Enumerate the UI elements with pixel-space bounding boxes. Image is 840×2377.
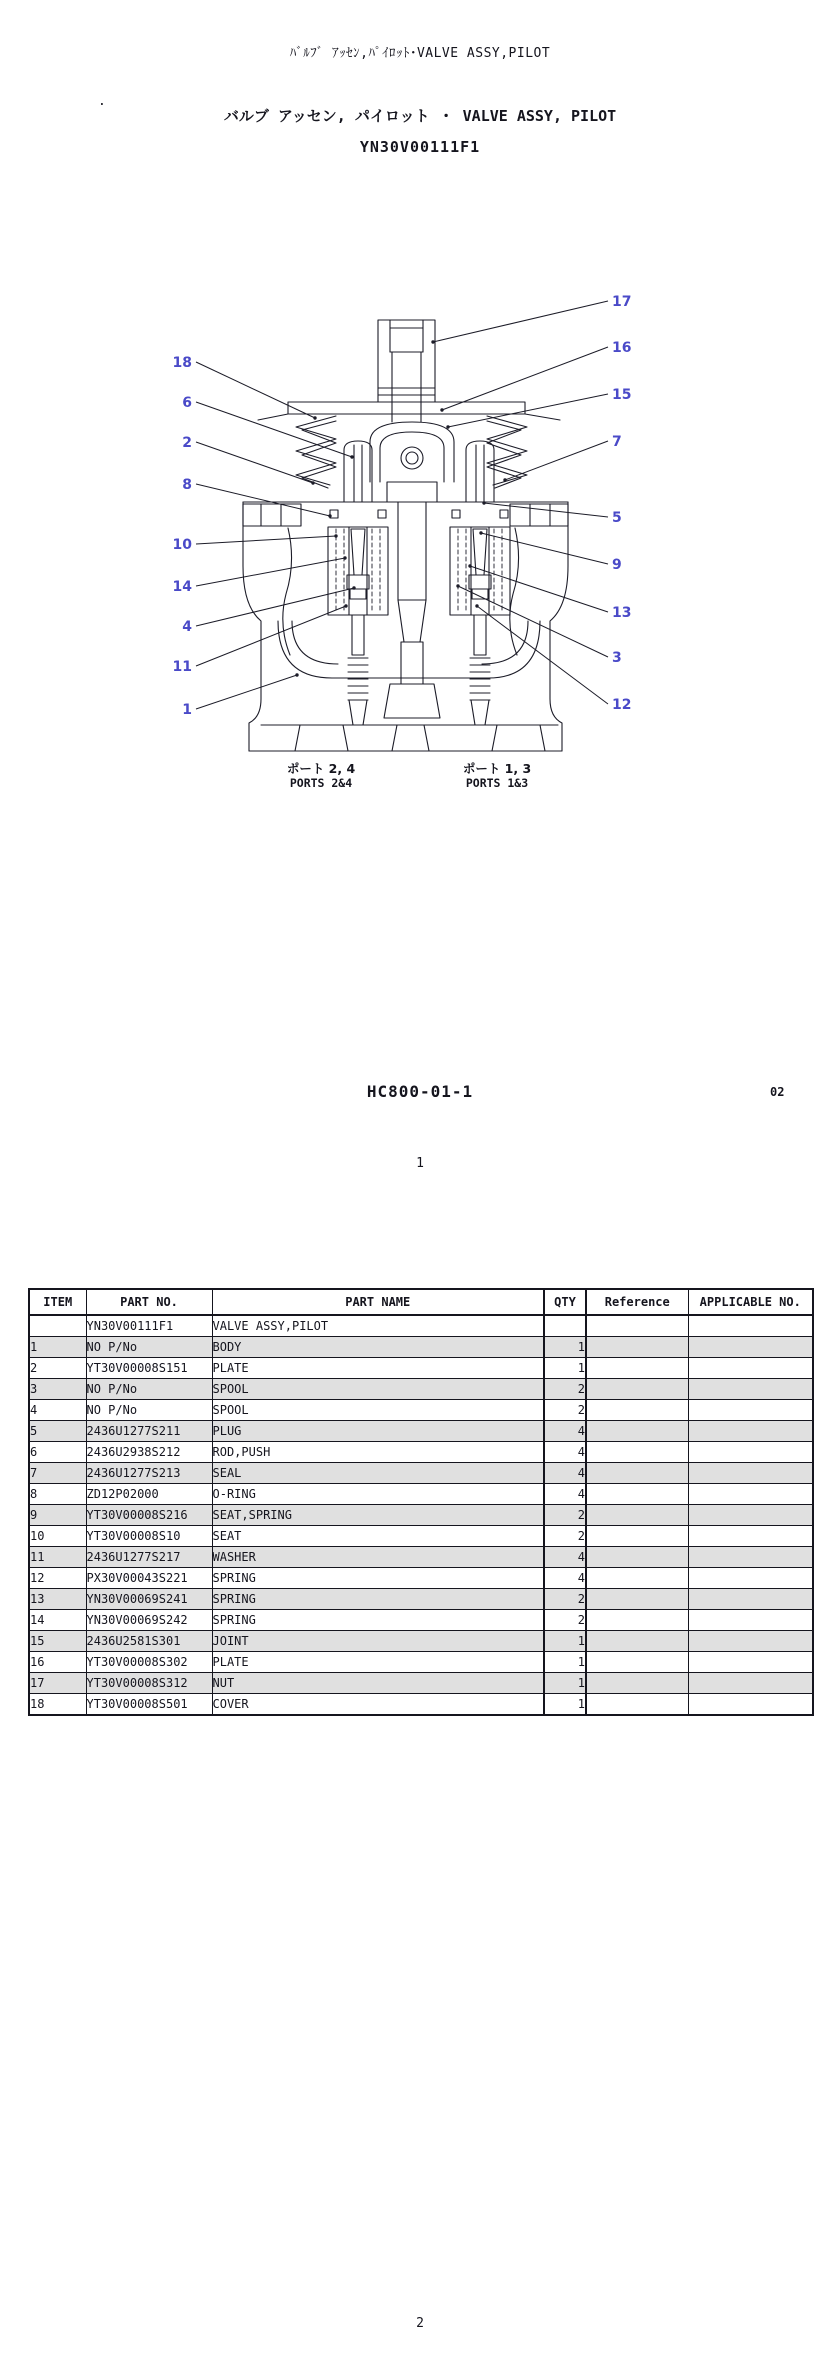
- cell-part-name: JOINT: [212, 1631, 544, 1652]
- table-header-row: [29, 1289, 813, 1315]
- cell-qty: 4: [544, 1442, 586, 1463]
- cell-reference: [586, 1547, 688, 1568]
- cell-part-name: PLUG: [212, 1421, 544, 1442]
- callout-11: 11: [172, 659, 192, 675]
- cell-applicable-no: [688, 1526, 813, 1547]
- callout-leader-line: [196, 606, 346, 666]
- cell-reference: [586, 1589, 688, 1610]
- assembly-part-number: YN30V00111F1: [359, 138, 481, 156]
- col-header-part-name: PART NAME: [212, 1289, 544, 1315]
- cell-applicable-no: [688, 1358, 813, 1379]
- callout-leader-line: [196, 442, 313, 483]
- table-row: [29, 1421, 813, 1442]
- callout-arrow-tip: [456, 584, 459, 587]
- cell-reference: [586, 1610, 688, 1631]
- cell-qty: 1: [544, 1631, 586, 1652]
- callout-8: 8: [182, 477, 192, 493]
- cell-part-no: YT30V00008S151: [86, 1358, 212, 1379]
- table-row: [29, 1631, 813, 1652]
- port-label-en: PORTS 1&3: [465, 776, 529, 790]
- callout-arrow-tip: [479, 531, 482, 534]
- cell-applicable-no: [688, 1652, 813, 1673]
- callout-7: 7: [612, 434, 622, 450]
- col-header-item: ITEM: [29, 1289, 86, 1315]
- cell-item: 13: [29, 1589, 86, 1610]
- cell-part-no: PX30V00043S221: [86, 1568, 212, 1589]
- parts-table: [28, 1288, 814, 1716]
- cell-part-name: SEAT: [212, 1526, 544, 1547]
- callout-9: 9: [612, 557, 622, 573]
- callout-leader-line: [477, 606, 608, 704]
- cell-qty: 1: [544, 1694, 586, 1716]
- callout-5: 5: [612, 510, 622, 526]
- cell-part-no: YN30V00069S242: [86, 1610, 212, 1631]
- cell-item: 6: [29, 1442, 86, 1463]
- table-row: [29, 1358, 813, 1379]
- table-row: [29, 1589, 813, 1610]
- callout-10: 10: [172, 537, 192, 553]
- cell-item: 8: [29, 1484, 86, 1505]
- cell-reference: [586, 1505, 688, 1526]
- cell-item: 15: [29, 1631, 86, 1652]
- callout-16: 16: [612, 340, 632, 356]
- cell-reference: [586, 1673, 688, 1694]
- cell-item: 5: [29, 1421, 86, 1442]
- cell-item: 16: [29, 1652, 86, 1673]
- cell-part-no: 2436U1277S213: [86, 1463, 212, 1484]
- cell-part-name: NUT: [212, 1673, 544, 1694]
- valve-cross-section-drawing: [140, 270, 660, 800]
- callout-arrow-tip: [468, 564, 471, 567]
- port-label-en: PORTS 2&4: [289, 776, 353, 790]
- cell-part-name: ROD,PUSH: [212, 1442, 544, 1463]
- cell-part-name: SEAT,SPRING: [212, 1505, 544, 1526]
- table-row: [29, 1337, 813, 1358]
- cell-applicable-no: [688, 1589, 813, 1610]
- cell-applicable-no: [688, 1610, 813, 1631]
- cell-part-no: 2436U1277S217: [86, 1547, 212, 1568]
- cell-applicable-no: [688, 1400, 813, 1421]
- callout-arrow-tip: [431, 340, 434, 343]
- cell-item: 11: [29, 1547, 86, 1568]
- cell-applicable-no: [688, 1547, 813, 1568]
- cell-qty: 2: [544, 1610, 586, 1631]
- callout-13: 13: [612, 605, 632, 621]
- cell-part-name: SPRING: [212, 1568, 544, 1589]
- cell-part-no: YT30V00008S216: [86, 1505, 212, 1526]
- cell-qty: 2: [544, 1589, 586, 1610]
- cell-part-no: 2436U2581S301: [86, 1631, 212, 1652]
- cell-qty: 2: [544, 1526, 586, 1547]
- callout-leader-line: [196, 588, 354, 626]
- table-row: [29, 1463, 813, 1484]
- cell-item: 7: [29, 1463, 86, 1484]
- cell-part-no: YN30V00069S241: [86, 1589, 212, 1610]
- table-row: [29, 1547, 813, 1568]
- cell-part-no: 2436U1277S211: [86, 1421, 212, 1442]
- cell-applicable-no: [688, 1421, 813, 1442]
- callout-4: 4: [182, 619, 192, 635]
- cell-part-no: YT30V00008S10: [86, 1526, 212, 1547]
- table-row: [29, 1694, 813, 1716]
- cell-part-no: YT30V00008S501: [86, 1694, 212, 1716]
- cell-part-no: ZD12P02000: [86, 1484, 212, 1505]
- cell-item: 4: [29, 1400, 86, 1421]
- cell-part-name: BODY: [212, 1337, 544, 1358]
- cell-qty: 1: [544, 1652, 586, 1673]
- revision-number: 02: [770, 1085, 785, 1099]
- col-header-reference: Reference: [586, 1289, 688, 1315]
- cell-qty: [544, 1315, 586, 1337]
- callout-arrow-tip: [295, 673, 298, 676]
- cell-part-name: SPRING: [212, 1589, 544, 1610]
- callout-leader-line: [481, 533, 608, 564]
- cell-part-name: WASHER: [212, 1547, 544, 1568]
- cell-reference: [586, 1400, 688, 1421]
- callout-arrow-tip: [350, 455, 353, 458]
- cell-applicable-no: [688, 1337, 813, 1358]
- cell-applicable-no: [688, 1463, 813, 1484]
- cell-item: 14: [29, 1610, 86, 1631]
- table-row: [29, 1673, 813, 1694]
- cell-item: 12: [29, 1568, 86, 1589]
- callout-arrow-tip: [475, 604, 478, 607]
- table-row: [29, 1400, 813, 1421]
- cell-applicable-no: [688, 1505, 813, 1526]
- cell-part-no: YT30V00008S312: [86, 1673, 212, 1694]
- page-number-1: 1: [416, 1156, 424, 1171]
- cell-applicable-no: [688, 1673, 813, 1694]
- callout-leader-line: [196, 362, 315, 418]
- callout-2: 2: [182, 435, 192, 451]
- port-label-jp: ポート 2, 4: [286, 761, 356, 776]
- cell-item: 3: [29, 1379, 86, 1400]
- cell-qty: 1: [544, 1673, 586, 1694]
- callout-leader-line: [442, 347, 608, 410]
- page-title-kana: ﾊﾞﾙﾌﾞ ｱｯｾﾝ,ﾊﾟｲﾛｯﾄ･VALVE ASSY,PILOT: [289, 46, 551, 61]
- table-row: [29, 1484, 813, 1505]
- table-row: [29, 1526, 813, 1547]
- cell-item: 9: [29, 1505, 86, 1526]
- callout-leader-line: [196, 558, 345, 586]
- table-row: [29, 1379, 813, 1400]
- callout-17: 17: [612, 294, 632, 310]
- callout-leader-line: [196, 536, 336, 544]
- callout-arrow-tip: [311, 481, 314, 484]
- cell-qty: 4: [544, 1568, 586, 1589]
- valve-assembly-diagram: [140, 270, 660, 800]
- cell-part-name: COVER: [212, 1694, 544, 1716]
- callout-14: 14: [172, 579, 192, 595]
- callout-18: 18: [172, 355, 192, 371]
- cell-reference: [586, 1379, 688, 1400]
- col-header-qty: QTY: [544, 1289, 586, 1315]
- callout-leader-line: [433, 301, 608, 342]
- cell-reference: [586, 1568, 688, 1589]
- cell-applicable-no: [688, 1442, 813, 1463]
- cell-reference: [586, 1694, 688, 1716]
- callout-12: 12: [612, 697, 632, 713]
- col-header-applicable-no: APPLICABLE NO.: [688, 1289, 813, 1315]
- table-row: [29, 1652, 813, 1673]
- cell-qty: 4: [544, 1547, 586, 1568]
- cell-part-name: PLATE: [212, 1652, 544, 1673]
- table-row: [29, 1505, 813, 1526]
- cell-reference: [586, 1484, 688, 1505]
- cell-item: 18: [29, 1694, 86, 1716]
- callout-1: 1: [182, 702, 192, 718]
- cell-part-no: NO P/No: [86, 1379, 212, 1400]
- table-row: [29, 1568, 813, 1589]
- callout-leader-line: [505, 441, 608, 480]
- cell-item: [29, 1315, 86, 1337]
- cell-part-name: SPOOL: [212, 1400, 544, 1421]
- page-title: バルブ アッセン, パイロット ・ VALVE ASSY, PILOT: [223, 107, 617, 125]
- callout-leader-line: [196, 675, 297, 709]
- cell-reference: [586, 1652, 688, 1673]
- cell-reference: [586, 1526, 688, 1547]
- callout-arrow-tip: [482, 501, 485, 504]
- cell-reference: [586, 1358, 688, 1379]
- cell-reference: [586, 1442, 688, 1463]
- cell-item: 17: [29, 1673, 86, 1694]
- doc-code: HC800-01-1: [366, 1082, 474, 1101]
- cell-reference: [586, 1421, 688, 1442]
- cell-item: 1: [29, 1337, 86, 1358]
- callout-arrow-tip: [334, 534, 337, 537]
- cell-reference: [586, 1631, 688, 1652]
- callout-arrow-tip: [313, 416, 316, 419]
- cell-qty: 4: [544, 1484, 586, 1505]
- table-row: [29, 1315, 813, 1337]
- cell-qty: 1: [544, 1337, 586, 1358]
- cell-qty: 2: [544, 1400, 586, 1421]
- stray-dot: .: [98, 94, 106, 109]
- cell-part-name: SPOOL: [212, 1379, 544, 1400]
- cell-item: 10: [29, 1526, 86, 1547]
- cell-applicable-no: [688, 1484, 813, 1505]
- cell-applicable-no: [688, 1315, 813, 1337]
- cell-part-name: O-RING: [212, 1484, 544, 1505]
- cell-qty: 2: [544, 1505, 586, 1526]
- cell-reference: [586, 1315, 688, 1337]
- callout-15: 15: [612, 387, 632, 403]
- cell-applicable-no: [688, 1694, 813, 1716]
- cell-part-name: SPRING: [212, 1610, 544, 1631]
- cell-qty: 4: [544, 1463, 586, 1484]
- cell-part-name: PLATE: [212, 1358, 544, 1379]
- port-label-jp: ポート 1, 3: [462, 761, 532, 776]
- table-row: [29, 1442, 813, 1463]
- callout-arrow-tip: [344, 604, 347, 607]
- callout-arrow-tip: [503, 478, 506, 481]
- callout-leader-line: [196, 484, 330, 516]
- cell-part-name: SEAL: [212, 1463, 544, 1484]
- table-row: [29, 1610, 813, 1631]
- callout-arrow-tip: [446, 425, 449, 428]
- drawing-geometry: [243, 320, 568, 751]
- callout-6: 6: [182, 395, 192, 411]
- cell-part-no: NO P/No: [86, 1337, 212, 1358]
- callout-leader-line: [458, 586, 608, 657]
- cell-item: 2: [29, 1358, 86, 1379]
- callout-layer: [173, 294, 632, 718]
- cell-qty: 2: [544, 1379, 586, 1400]
- cell-qty: 1: [544, 1358, 586, 1379]
- cell-part-name: VALVE ASSY,PILOT: [212, 1315, 544, 1337]
- cell-reference: [586, 1463, 688, 1484]
- callout-leader-line: [196, 402, 352, 457]
- callout-arrow-tip: [440, 408, 443, 411]
- callout-arrow-tip: [343, 556, 346, 559]
- col-header-part-no: PART NO.: [86, 1289, 212, 1315]
- cell-qty: 4: [544, 1421, 586, 1442]
- callout-3: 3: [612, 650, 622, 666]
- page-number-2: 2: [416, 2316, 424, 2331]
- cell-applicable-no: [688, 1568, 813, 1589]
- cell-applicable-no: [688, 1631, 813, 1652]
- cell-reference: [586, 1337, 688, 1358]
- cell-part-no: YN30V00111F1: [86, 1315, 212, 1337]
- cell-part-no: YT30V00008S302: [86, 1652, 212, 1673]
- cell-part-no: 2436U2938S212: [86, 1442, 212, 1463]
- port-label-layer: [287, 761, 531, 790]
- callout-arrow-tip: [328, 514, 331, 517]
- callout-arrow-tip: [352, 586, 355, 589]
- cell-applicable-no: [688, 1379, 813, 1400]
- cell-part-no: NO P/No: [86, 1400, 212, 1421]
